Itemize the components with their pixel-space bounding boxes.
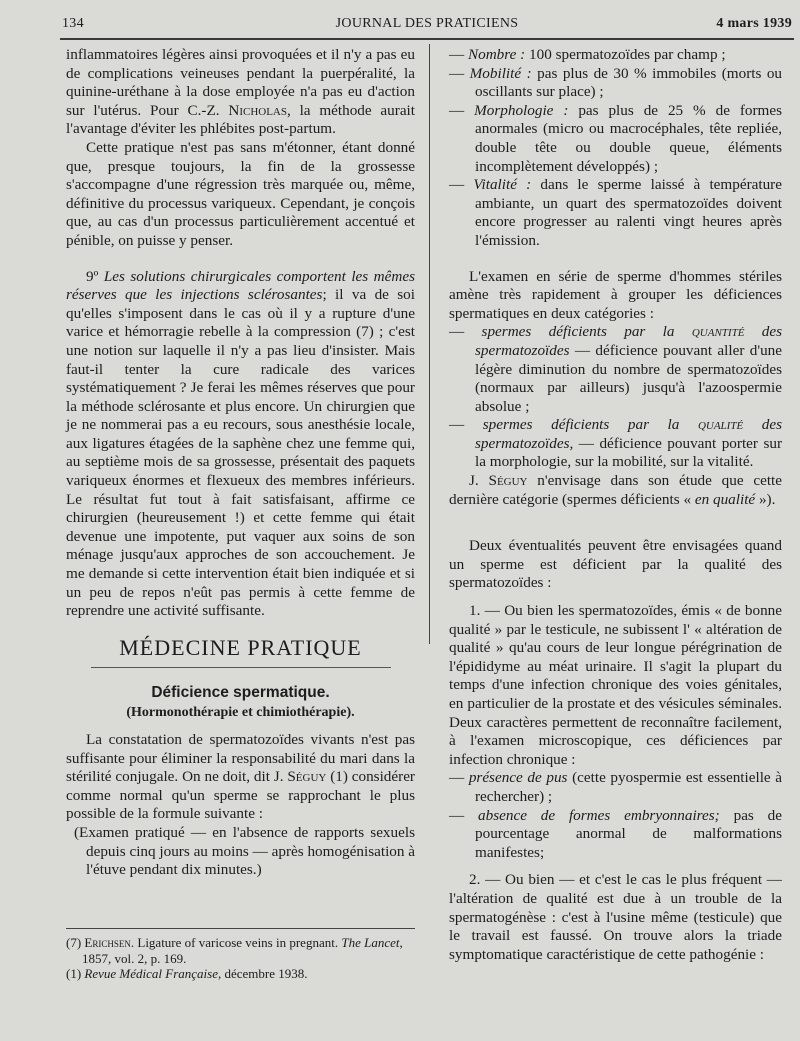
paragraph: La constatation de spermatozoïdes vivants n'est pas suffisante pour éliminer la responsabilité du mari dans la stérilité conjugale. On ne doit, dit J. Séguy (1) considérer comme normal qu'un sperme se rapprochant le plus possible de la formule suivante : xyxy=(66,731,415,823)
paragraph: 1. — Ou bien les spermatozoïdes, émis « de bonne qualité » par le testicule, ne subissent l' « altération de qualité » qu'au cours de leur longue pérégrination de l'épididyme au méat urinaire. Il s'agit la plupart du temps d'une infection chronique des voies génitales, en particulier de la prostate et des vésicules séminales. Deux caractères permettent de reconnaître facilement, à l'examen microscopique, ces déficiences par infection chronique : xyxy=(449,602,782,768)
issue-date: 4 mars 1939 xyxy=(716,16,792,31)
article-subtitle: (Hormonothérapie et chimiothérapie). xyxy=(126,705,355,721)
author-name: Nicholas xyxy=(228,101,287,119)
paragraph: 9º Les solutions chirurgicales comportent les mêmes réserves que les injections sclérosantes; il va de soi qu'elles s'imposent dans le cas où il y a rupture d'une varice et hémorragie rebelle à la compression (7) ; c'est une notion sur laquelle il n'y a pas lieu d'insister. Mais faut-il tenter la cure radicale des varices systématiquement ? Je ferai les mêmes réserves que pour la méthode sclérosante et plus encore. Un chirurgien que je ne nommerai pas a eu recours, sous anesthésie locale, aux ligatures étagées de la saphène chez une femme qui, au septième mois de sa grossesse, présentait des paquets variqueux énormes et flexueux des membres inférieurs. Le résultat fut tout à fait satisfaisant, affirme ce chirurgien (heureusement !) et cette femme qui était devenue une impotente, put vaquer aux soins de son ménage jusqu'aux approches de son accouchement. Je me demande si cette intervention était bien indiquée et si un peu de repos n'eût pas permis à cette femme de reprendre une activité suffisante. xyxy=(66,267,416,620)
footnote-rule xyxy=(66,928,415,929)
list-item: — Vitalité : dans le sperme laissé à température ambiante, un quart des spermatozoïdes doivent encore progresser au ralenti vingt heures après l'émission. xyxy=(449,176,782,249)
journal-title: JOURNAL DES PRATICIENS xyxy=(335,16,519,31)
author-name: Séguy xyxy=(488,472,528,490)
paragraph: (Examen pratiqué — en l'absence de rapports sexuels depuis cinq jours au moins — après homogénisation à l'étuve pendant dix minutes.) xyxy=(74,823,416,879)
list-item: — spermes déficients par la qualité des spermatozoïdes, — déficience pouvant porter sur la morphologie, sur la mobilité, sur la vitalité. xyxy=(449,416,783,471)
author-name: Séguy xyxy=(287,768,327,786)
paragraph: inflammatoires légères ainsi provoquées et il n'y a pas eu de complications veineuses pendant la puerpéralité, la quinine-uréthane à la dose employée n'a pas eu d'action sur l'utérus. Pour C.-Z. Nicholas, la méthode aurait l'avantage d'éviter les phlébites post-partum. xyxy=(66,46,415,138)
header-rule xyxy=(60,38,794,40)
paragraph: 2. — Ou bien — et c'est le cas le plus fréquent — l'altération de qualité est due à un trouble de la spermatogénèse : c'est à l'usine même (testicule) que le travail est faussé. On trouve alors la triade symptomatique caractéristique de cette pathogénie : xyxy=(449,871,782,963)
page-header xyxy=(62,16,792,38)
article-title: Déficience spermatique. xyxy=(151,683,330,701)
paragraph: Deux éventualités peuvent être envisagées quand un sperme est déficient par la qualité des spermatozoïdes : xyxy=(449,537,782,592)
footnotes xyxy=(66,928,415,982)
section-title: MÉDECINE PRATIQUE xyxy=(119,634,362,660)
right-column xyxy=(449,46,782,964)
page-number: 134 xyxy=(62,16,84,31)
list-item: — Mobilité : pas plus de 30 % immobiles (morts ou oscillants sur place) ; xyxy=(449,64,783,101)
paragraph: L'examen en série de sperme d'hommes stériles amène très rapidement à grouper les déficiences spermatiques en deux catégories : xyxy=(449,267,782,322)
paragraph: J. Séguy n'envisage dans son étude que cette dernière catégorie (spermes déficients « en qualité »). xyxy=(449,472,783,508)
column-divider xyxy=(429,44,430,644)
paragraph: Cette pratique n'est pas sans m'étonner, étant donné que, presque toujours, la fin de la grossesse s'accompagne d'une régression très marquée ou, même, définitive du processus variqueux. Cependant, je conçois que, au cas d'un processus particulièrement accentué et pénible, on puisse y penser. xyxy=(66,138,415,249)
list-item: — absence de formes embryonnaires; pas de pourcentage anormal de malformations manifestes; xyxy=(449,806,783,861)
list-item: — spermes déficients par la quantité des spermatozoïdes — déficience pouvant aller d'une légère diminution du nombre de spermatozoïdes (normaux par ailleurs) jusqu'à l'azoospermie absolue ; xyxy=(449,323,783,415)
footnote-7: (7) Erichsen. Ligature of varicose veins in pregnant. The Lancet, 1857, vol. 2, p. 169. xyxy=(66,935,403,966)
list-item: — Morphologie : pas plus de 25 % de formes anormales (micro ou macrocéphales, tête repliée, double tête ou double queue, éléments incomplètement développés) ; xyxy=(449,101,783,175)
section-rule xyxy=(91,667,391,668)
left-column xyxy=(66,46,415,880)
list-item: — présence de pus (cette pyospermie est essentielle à rechercher) ; xyxy=(449,769,783,805)
footnote-1: (1) Revue Médical Française, décembre 1938. xyxy=(66,966,308,981)
list-item: — Nombre : 100 spermatozoïdes par champ ; xyxy=(449,46,726,63)
